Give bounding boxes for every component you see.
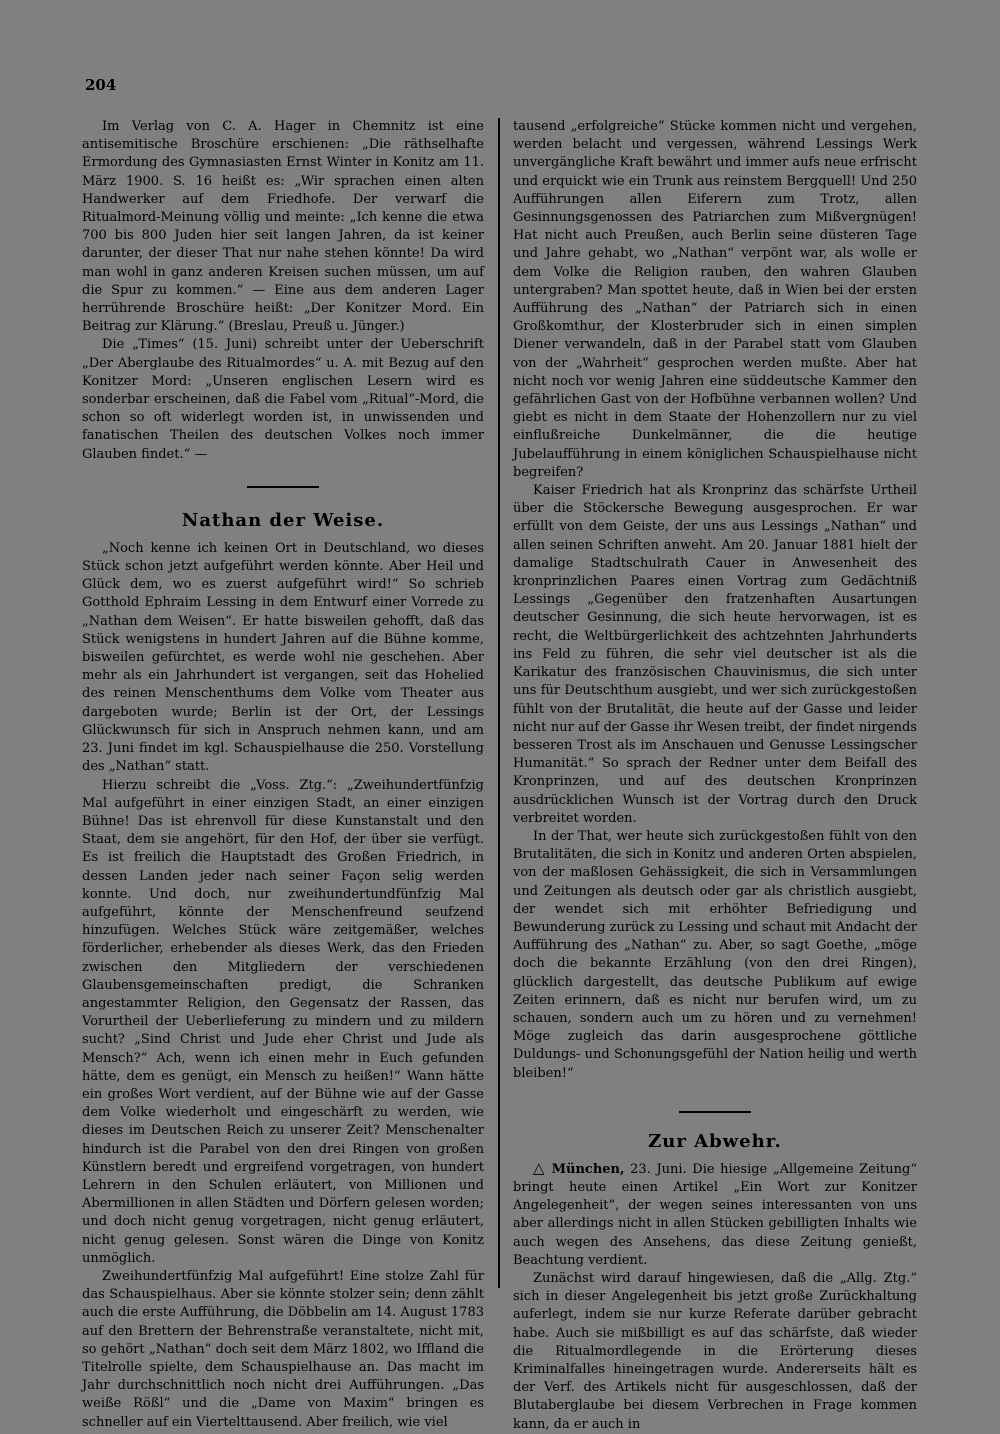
abwehr-heading: Zur Abwehr. — [648, 1130, 782, 1152]
konitz-brochure-paragraph: Im Verlag von C. A. Hager in Chemnitz ist eine antisemitische Broschüre erschienen: „Die räthselhafte Ermordung des Gymnasiasten Ernst Winter in Konitz am 11. März 1900. S. 16 heißt es: „Wir sprachen einen alten Handwerker auf dem Friedhofe. Der verwarf die Ritualmord-Meinung völlig und meinte: „Ich kenne die etwa 700 bis 800 Juden hier seit langen Jahren, da ist keiner darunter, der dieser That nur nahe stehen könnte! Da wird man wohl in ganz anderen Kreisen suchen müssen, um auf die Spur zu kommen.“ — Eine aus dem anderen Lager herrührende Broschüre heißt: „Der Konitzer Mord. Ein Beitrag zur Klärung.“ (Breslau, Preuß u. Jünger.) — [82, 119, 484, 335]
article-paragraph: Hierzu schreibt die „Voss. Ztg.“: „Zweihundertfünfzig Mal aufgeführt in einer einzigen Stadt, an einer einzigen Bühne! Das ist ehrenvoll für diese Kunstanstalt und den Staat, dem sie angehört, für den Hof, der über sie verfügt. Es ist freilich die Hauptstadt des Großen Friedrich, in dessen Landen jeder nach seiner Façon selig werden konnte. Und doch, nur zweihundertundfünfzig Mal aufgeführt, könnte der Menschenfreund seufzend hinzufügen. Welches Stück wäre zeitgemäßer, welches förderlicher, erhebender als dieses Werk, das den Frieden zwischen den Mitgliedern der verschiedenen Glaubensgemeinschaften predigt, die Schranken angestammter Religion, den Gegensatz der Rassen, das Vorurtheil der Ueberlieferung zu mindern und zu mildern sucht? „Sind Christ und Jude eher Christ und Jude als Mensch?“ Ach, wenn ich einen mehr in Euch gefunden hätte, dem es genügt, ein Mensch zu heißen!“ Wann hätte ein großes Wort verdient, auf der Bühne wie auf der Gasse dem Volke wiederholt und eingeschärft zu werden, wie dieses im Deutschen Reich zu unserer Zeit? Menschenalter hindurch ist die Parabel von den drei Ringen von großen Künstlern beredt und ergreifend vorgetragen, von hundert Lehrern in den Schulen erläutert, von Millionen und Abermillionen in allen Städten und Dörfern gelesen worden; und doch nicht genug vorgetragen, nicht genug erläutert, nicht genug gelesen. Sonst wären die Dinge von Konitz unmöglich. — [82, 777, 484, 1266]
page-number: 204 — [85, 76, 117, 94]
article-paragraph: Zweihundertfünfzig Mal aufgeführt! Eine stolze Zahl für das Schauspielhaus. Aber sie könnte stolzer sein; denn zählt auch die erste Aufführung, die Döbbelin am 14. August 1783 auf den Brettern der Behrenstraße veranstaltete, nicht mit, so gehört „Nathan“ doch seit dem März 1802, wo Iffland die Titelrolle spielte, dem Schauspielhause an. Das macht im Jahr durchschnittlich noch nicht drei Aufführungen. „Das weiße Rößl“ und die „Dame von Maxim“ bringen es schneller auf ein Viertelttausend. Aber freilich, wie viel — [82, 1268, 484, 1430]
abwehr-text: 23. Juni. Die hiesige „Allgemeine Zeitung“ bringt heute einen Artikel „Ein Wort zur Konitzer Angelegenheit“, der wegen seines interessanten von uns aber allerdings nicht in allen Stücken gebilligten Inhalts wie auch wegen des Ansehens, das diese Zeitung genießt, Beachtung verdient. — [513, 1161, 917, 1268]
abwehr-paragraph — [513, 1159, 917, 1270]
section-divider — [679, 1111, 751, 1113]
times-paragraph: Die „Times“ (15. Juni) schreibt unter der Ueberschrift „Der Aberglaube des Ritualmordes“ u. A. mit Bezug auf den Konitzer Mord: „Unseren englischen Lesern wird es sonderbar erscheinen, daß die Fabel vom „Ritual“-Mord, die schon so oft widerlegt worden ist, in unwissenden und fanatischen Theilen des deutschen Volkes noch immer Glauben findet.“ — — [82, 337, 484, 462]
nathan-heading: Nathan der Weise. — [181, 509, 385, 531]
dateline-place: München, — [551, 1161, 625, 1177]
triangle-icon: △ — [533, 1158, 547, 1177]
left-column — [82, 118, 484, 1432]
article-paragraph: In der That, wer heute sich zurückgestoßen fühlt von den Brutalitäten, die sich in Konitz und anderen Orten abspielen, von der maßlosen Gehässigkeit, die sich in Versammlungen und Zeitungen als deutsch oder gar als christlich ausgiebt, der wendet sich mit erhöhter Befriedigung und Bewunderung zurück zu Lessing und schaut mit Andacht der Aufführung des „Nathan“ zu. Aber, so sagt Goethe, „möge doch die bekannte Erzählung (von den drei Ringen), glücklich dargestellt, das deutsche Publikum auf ewige Zeiten erinnern, daß es nicht nur berufen wird, um zu schauen, sondern auch um zu hören und zu vernehmen! Möge zugleich das darin ausgesprochene göttliche Duldungs- und Schonungsgefühl der Nation heilig und werth bleiben!“ — [513, 828, 917, 1081]
column-rule — [498, 118, 500, 1288]
right-column — [513, 118, 917, 1434]
article-paragraph: tausend „erfolgreiche“ Stücke kommen nicht und vergehen, werden belacht und vergessen, während Lessings Werk unvergängliche Kraft bewährt und immer aufs neue erfrischt und erquickt wie ein Trunk aus reinstem Bergquell! Und 250 Aufführungen allen Eiferern zum Trotz, allen Gesinnungsgenossen des Patriarchen zum Mißvergnügen! Hat nicht auch Preußen, auch Berlin seine düsteren Tage und Jahre gehabt, wo „Nathan“ verpönt war, als wolle er dem Volke die Religion rauben, den wahren Glauben untergraben? Man spottet heute, daß in Wien bei der ersten Aufführung des „Nathan“ der Patriarch sich in einen Großkomthur, der Klosterbruder sich in einen simplen Diener verwandeln, daß in der Parabel statt vom Glauben von der „Wahrheit“ gesprochen werden mußte. Aber hat nicht noch vor wenig Jahren eine süddeutsche Kammer den gefährlichen Gast von der Hofbühne verbannen wollen? Und giebt es nicht in dem Staate der Hohenzollern nur zu viel einflußreiche Dunkelmänner, die die heutige Jubelaufführung in einem königlichen Schauspielhause nicht begreifen? — [513, 119, 917, 480]
article-paragraph: „Noch kenne ich keinen Ort in Deutschland, wo dieses Stück schon jetzt aufgeführt werden könnte. Aber Heil und Glück dem, wo es zuerst aufgeführt wird!“ So schrieb Gotthold Ephraim Lessing in dem Entwurf einer Vorrede zu „Nathan dem Weisen“. Er hatte bisweilen gehofft, daß das Stück wenigstens in hundert Jahren auf die Bühne komme, bisweilen gefürchtet, es werde wohl nie geschehen. Aber mehr als ein Jahrhundert ist vergangen, seit das Hohelied des reinen Menschenthums dem Volke vom Theater aus dargeboten wurde; Berlin ist der Ort, der Lessings Glückwunsch für sich in Anspruch nehmen kann, und am 23. Juni findet im kgl. Schauspielhause die 250. Vorstellung des „Nathan“ statt. — [82, 540, 484, 775]
abwehr-paragraph: Zunächst wird darauf hingewiesen, daß die „Allg. Ztg.“ sich in dieser Angelegenheit bis jetzt große Zurückhaltung auferlegt, indem sie nur kurze Referate darüber gebracht habe. Auch sie mißbilligt es auf das schärfste, daß wieder die Ritualmordlegende in die Erörterung dieses Kriminalfalles hineingetragen wurde. Andererseits hält es der Verf. des Artikels nicht für ausgeschlossen, daß der Blutaberglaube bei diesem Verbrechen in Frage kommen kann, da er auch in — [513, 1270, 917, 1432]
article-paragraph: Kaiser Friedrich hat als Kronprinz das schärfste Urtheil über die Stöckersche Bewegung ausgesprochen. Er war erfüllt von dem Geiste, der uns aus Lessings „Nathan“ und allen seinen Schriften anweht. Am 20. Januar 1881 hielt der damalige Stadtschulrath Cauer in Anwesenheit des kronprinzlichen Paares einen Vortrag zum Gedächtniß Lessings „Gegenüber den fratzenhaften Ausartungen deutscher Gesinnung, die sich heute hervorwagen, ist es recht, die Weltbürgerlichkeit des achtzehnten Jahrhunderts ins Feld zu führen, die sehr viel deutscher ist als die Karikatur des französischen Chauvinismus, die sich unter uns für Deutschthum ausgiebt, und wer sich zurückgestoßen fühlt von der Brutalität, die heute auf der Gasse und leider nicht nur auf der Gasse ihr Wesen treibt, der findet nirgends besseren Trost als im Anschauen und Genusse Lessingscher Humanität.“ So sprach der Redner unter dem Beifall des Kronprinzen, und auf des deutschen Kronprinzen ausdrücklichen Wunsch ist der Vortrag durch den Druck verbreitet worden. — [513, 483, 917, 826]
section-divider — [247, 486, 319, 488]
